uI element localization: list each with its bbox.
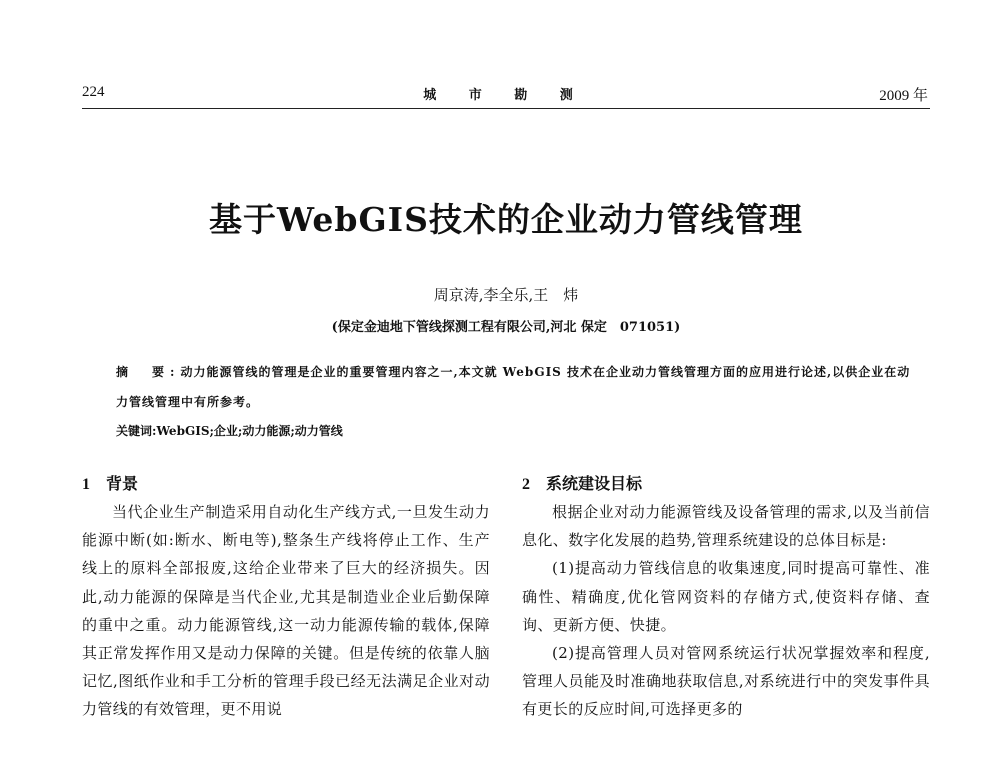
publication-year: 2009 年 [879,88,928,104]
section-2-item-2: (2)提高管理人员对管网系统运行状况掌握效率和程度,管理人员能及时准确地获取信息,对系统进行中的突发事件具有更长的反应时间,可选择更多的 [522,644,930,719]
abstract-text: 动力能源管线的管理是企业的重要管理内容之一,本文就 WebGIS 技术在企业动力管线管理方面的应用进行论述,以供企业在动力管线管理中有所参考。 [116,365,911,409]
paper-title: 基于WebGIS技术的企业动力管线管理 [209,200,803,239]
keywords-label: 关键词: [116,424,157,438]
section-2-number: 2 [522,476,530,493]
keywords-text: WebGIS;企业;动力能源;动力管线 [156,424,343,438]
keywords [116,419,916,443]
section-2-intro: 根据企业对动力能源管线及设备管理的需求,以及当前信息化、数字化发展的趋势,管理系统建设的总体目标是: [522,503,930,550]
journal-name: 城 市 勘 测 [423,88,587,103]
section-1-title: 背景 [106,474,139,493]
affiliation: (保定金迪地下管线探测工程有限公司,河北 保定 071051) [331,320,681,335]
abstract-label: 摘 要: [116,365,181,379]
section-2-title: 系统建设目标 [546,474,643,493]
section-1-heading [82,470,490,498]
left-column [82,470,490,724]
section-1-number: 1 [82,476,90,493]
section-1-paragraph: 当代企业生产制造采用自动化生产线方式,一旦发生动力能源中断(如:断水、断电等),整条生产线将停止工作、生产线上的原料全部报废,这给企业带来了巨大的经济损失。因此,动力能源的保障是当代企业,尤其是制造业企业后勤保障的重中之重。动力能源管线,这一动力能源传输的载体,保障其正常发挥作用又是动力保障的关键。但是传统的依靠人脑记忆,图纸作业和手工分析的管理手段已经无法满足企业对动力管线的有效管理，更不用说 [82,503,490,719]
abstract [116,357,916,417]
running-header [82,84,928,110]
section-2-item-1: (1)提高动力管线信息的收集速度,同时提高可靠性、准确性、精确度,优化管网资料的存储方式,使资料存储、查询、更新方便、快捷。 [522,559,930,634]
authors: 周京涛,李全乐,王 炜 [433,286,579,304]
page-number: 224 [82,84,105,100]
right-column [522,470,930,724]
section-2-heading [522,470,930,498]
header-rule [82,108,930,109]
